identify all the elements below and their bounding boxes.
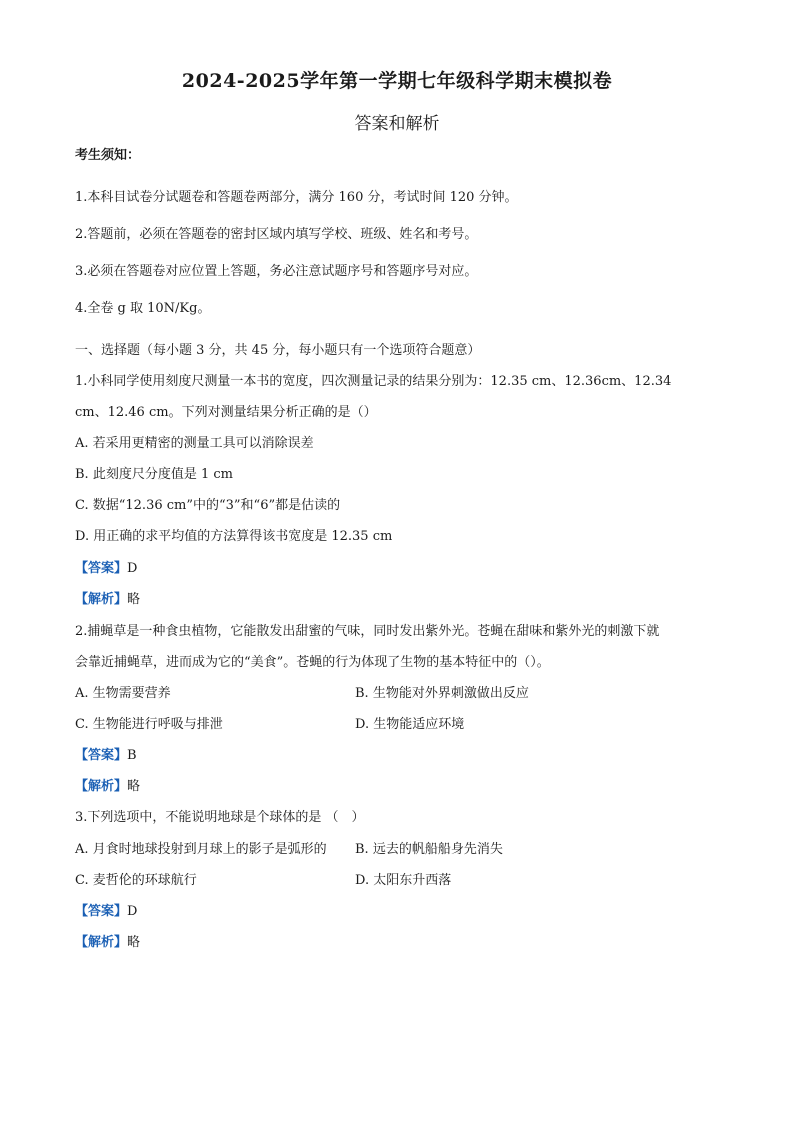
notice-item: 2.答题前，必须在答题卷的密封区域内填写学校、班级、姓名和考号。 [75,227,478,242]
section-heading: 一、选择题（每小题 3 分，共 45 分，每小题只有一个选项符合题意） [75,343,481,358]
answer-value: D [127,904,138,919]
notice-heading: 考生须知： [75,148,141,163]
question-2-stem-line1: 2.捕蝇草是一种食虫植物，它能散发出甜蜜的气味，同时发出紫外光。苍蝇在甜味和紫外光的刺激下就 [75,624,660,639]
analysis-value: 略 [127,935,141,950]
question-1-option-d: D. 用正确的求平均值的方法算得该书宽度是 12.35 cm [75,529,393,544]
analysis-tag: 【解析】 [75,779,128,794]
answer-tag: 【答案】 [75,561,128,576]
question-1-analysis [75,591,140,609]
question-3-option-a: A. 月食时地球投射到月球上的影子是弧形的 [75,842,327,857]
answer-tag: 【答案】 [75,748,128,763]
question-3-option-b: B. 远去的帆船船身先消失 [355,842,503,857]
notice-item: 3.必须在答题卷对应位置上答题，务必注意试题序号和答题序号对应。 [75,264,478,279]
analysis-tag: 【解析】 [75,592,128,607]
answer-tag: 【答案】 [75,904,128,919]
question-3-stem: 3.下列选项中，不能说明地球是个球体的是 （ ） [75,810,365,825]
question-2-option-b: B. 生物能对外界刺激做出反应 [355,686,529,701]
question-2-stem-line2: 会靠近捕蝇草，进而成为它的“美食”。苍蝇的行为体现了生物的基本特征中的（）。 [75,655,550,670]
question-3-option-c: C. 麦哲伦的环球航行 [75,873,197,888]
question-2-analysis [75,778,140,796]
answer-value: D [127,561,138,576]
page-subtitle: 答案和解析 [354,114,440,134]
notice-item: 4.全卷 g 取 10N/Kg。 [75,301,211,316]
analysis-tag: 【解析】 [75,935,128,950]
question-3-answer [75,903,137,921]
analysis-value: 略 [127,779,141,794]
question-1-stem-line1: 1.小科同学使用刻度尺测量一本书的宽度，四次测量记录的结果分别为：12.35 cm、12.36cm、12.34 [75,374,672,389]
question-1-option-a: A. 若采用更精密的测量工具可以消除误差 [75,436,314,451]
question-3-option-d: D. 太阳东升西落 [355,873,452,888]
question-2-answer [75,747,137,765]
answer-value: B [127,748,137,763]
page-title: 2024-2025学年第一学期七年级科学期末模拟卷 [181,70,613,92]
notice-item: 1.本科目试卷分试题卷和答题卷两部分，满分 160 分，考试时间 120 分钟。 [75,190,518,205]
analysis-value: 略 [127,592,141,607]
question-1-option-c: C. 数据“12.36 cm”中的“3”和“6”都是估读的 [75,498,341,513]
question-1-answer [75,560,137,578]
question-2-option-a: A. 生物需要营养 [75,686,171,701]
question-2-option-c: C. 生物能进行呼吸与排泄 [75,717,223,732]
question-3-analysis [75,934,140,952]
question-2-option-d: D. 生物能适应环境 [355,717,465,732]
question-1-stem-line2: cm、12.46 cm。下列对测量结果分析正确的是（） [75,405,377,420]
question-1-option-b: B. 此刻度尺分度值是 1 cm [75,467,233,482]
